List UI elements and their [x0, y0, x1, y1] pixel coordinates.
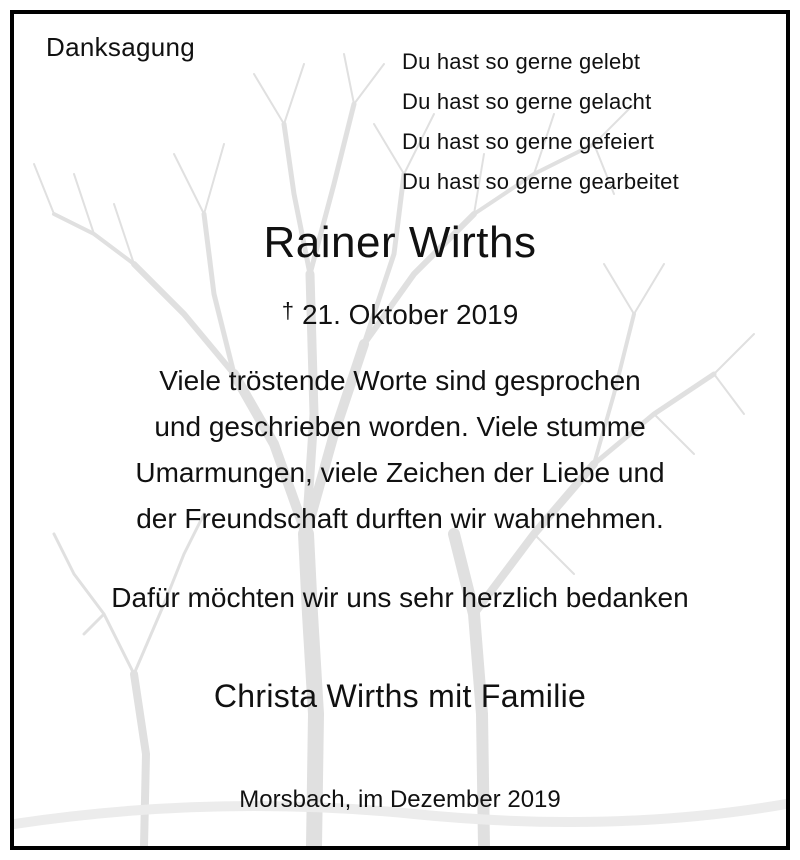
signature: Christa Wirths mit Familie — [213, 678, 587, 714]
message-line: Viele tröstende Worte sind gesprochen — [159, 365, 641, 396]
verse-line: Du hast so gerne gefeiert — [402, 129, 655, 154]
place-and-date: Morsbach, im Dezember 2019 — [239, 786, 561, 813]
obituary-notice — [10, 10, 790, 850]
verse-line: Du hast so gerne gelebt — [402, 49, 641, 74]
deceased-name: Rainer Wirths — [263, 218, 537, 267]
verse-line: Du hast so gerne gearbeitet — [402, 169, 679, 194]
death-date: 21. Oktober 2019 — [301, 299, 519, 330]
message-line: Umarmungen, viele Zeichen der Liebe und — [135, 457, 665, 488]
message-line: der Freundschaft durften wir wahrnehmen. — [136, 503, 664, 534]
thanks-line: Dafür möchten wir uns sehr herzlich bedanken — [111, 582, 689, 613]
verse-block — [402, 42, 679, 202]
cross-icon: † — [281, 298, 294, 323]
death-date-line — [14, 298, 786, 331]
message-block — [14, 358, 786, 542]
notice-heading: Danksagung — [46, 32, 195, 62]
message-line: und geschrieben worden. Viele stumme — [154, 411, 646, 442]
verse-line: Du hast so gerne gelacht — [402, 89, 652, 114]
